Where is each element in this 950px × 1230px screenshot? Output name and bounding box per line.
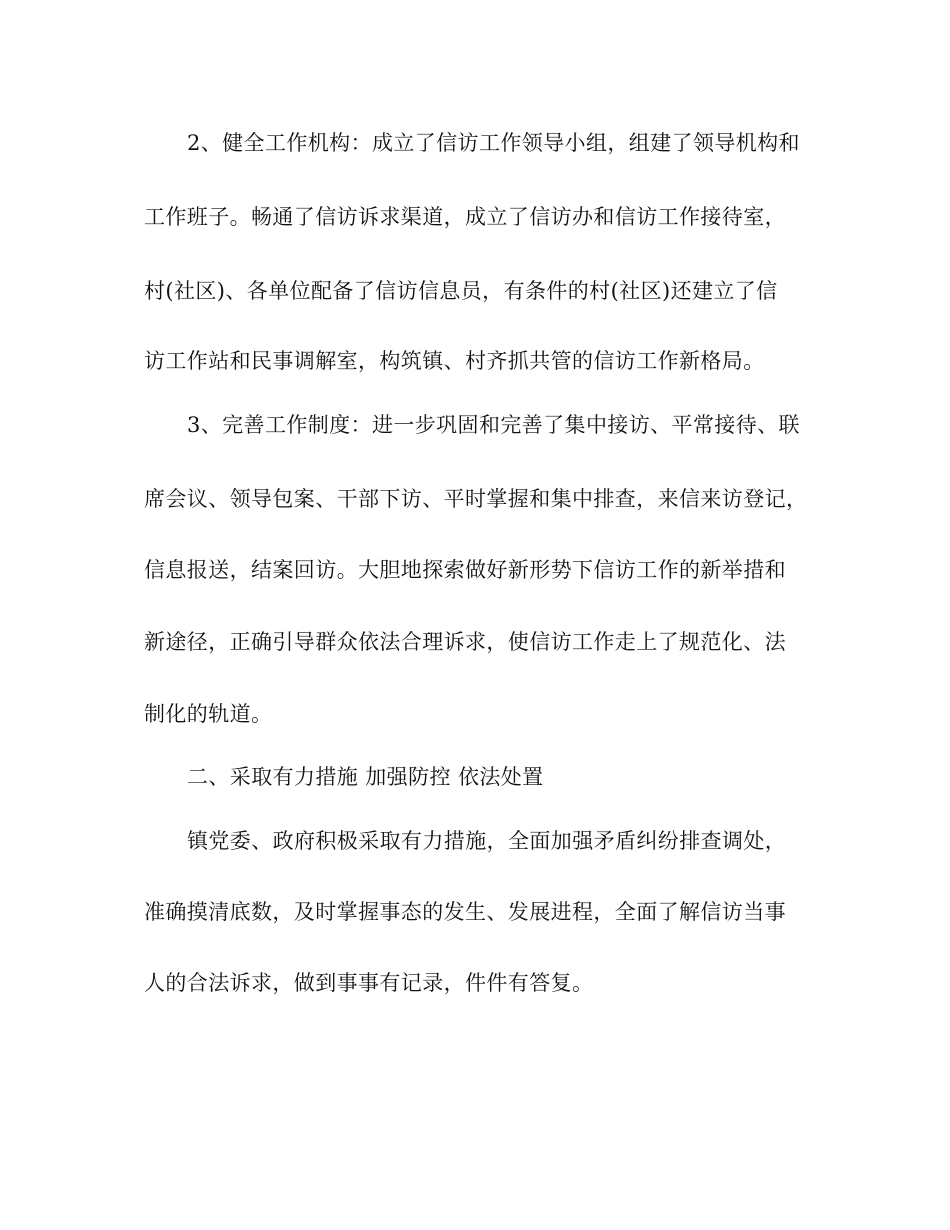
paragraph-line: 信息报送，结案回访。大胆地探索做好新形势下信访工作的新举措和 <box>144 558 786 582</box>
paragraph-line: 准确摸清底数，及时掌握事态的发生、发展进程，全面了解信访当事 <box>144 900 786 924</box>
paragraph-line: 席会议、领导包案、干部下访、平时掌握和集中排查，来信来访登记， <box>144 487 808 511</box>
paragraph-line: 访工作站和民事调解室，构筑镇、村齐抓共管的信访工作新格局。 <box>144 349 765 373</box>
paragraph-line: 2、健全工作机构：成立了信访工作领导小组，组建了领导机构和 <box>187 131 800 155</box>
paragraph-line: 工作班子。畅通了信访诉求渠道，成立了信访办和信访工作接待室， <box>144 205 786 229</box>
paragraph-line: 制化的轨道。 <box>144 702 273 726</box>
paragraph-line: 新途径，正确引导群众依法合理诉求，使信访工作走上了规范化、法 <box>144 630 786 654</box>
paragraph-line: 人的合法诉求，做到事事有记录，件件有答复。 <box>144 971 594 995</box>
paragraph-line: 村(社区)、各单位配备了信访信息员，有条件的村(社区)还建立了信 <box>144 279 778 303</box>
paragraph-line: 镇党委、政府积极采取有力措施，全面加强矛盾纠纷排查调处， <box>187 829 787 853</box>
section-heading-text: 二、采取有力措施 加强防控 依法处置 <box>187 765 544 789</box>
paragraph-line: 3、完善工作制度：进一步巩固和完善了集中接访、平常接待、联 <box>187 413 800 437</box>
